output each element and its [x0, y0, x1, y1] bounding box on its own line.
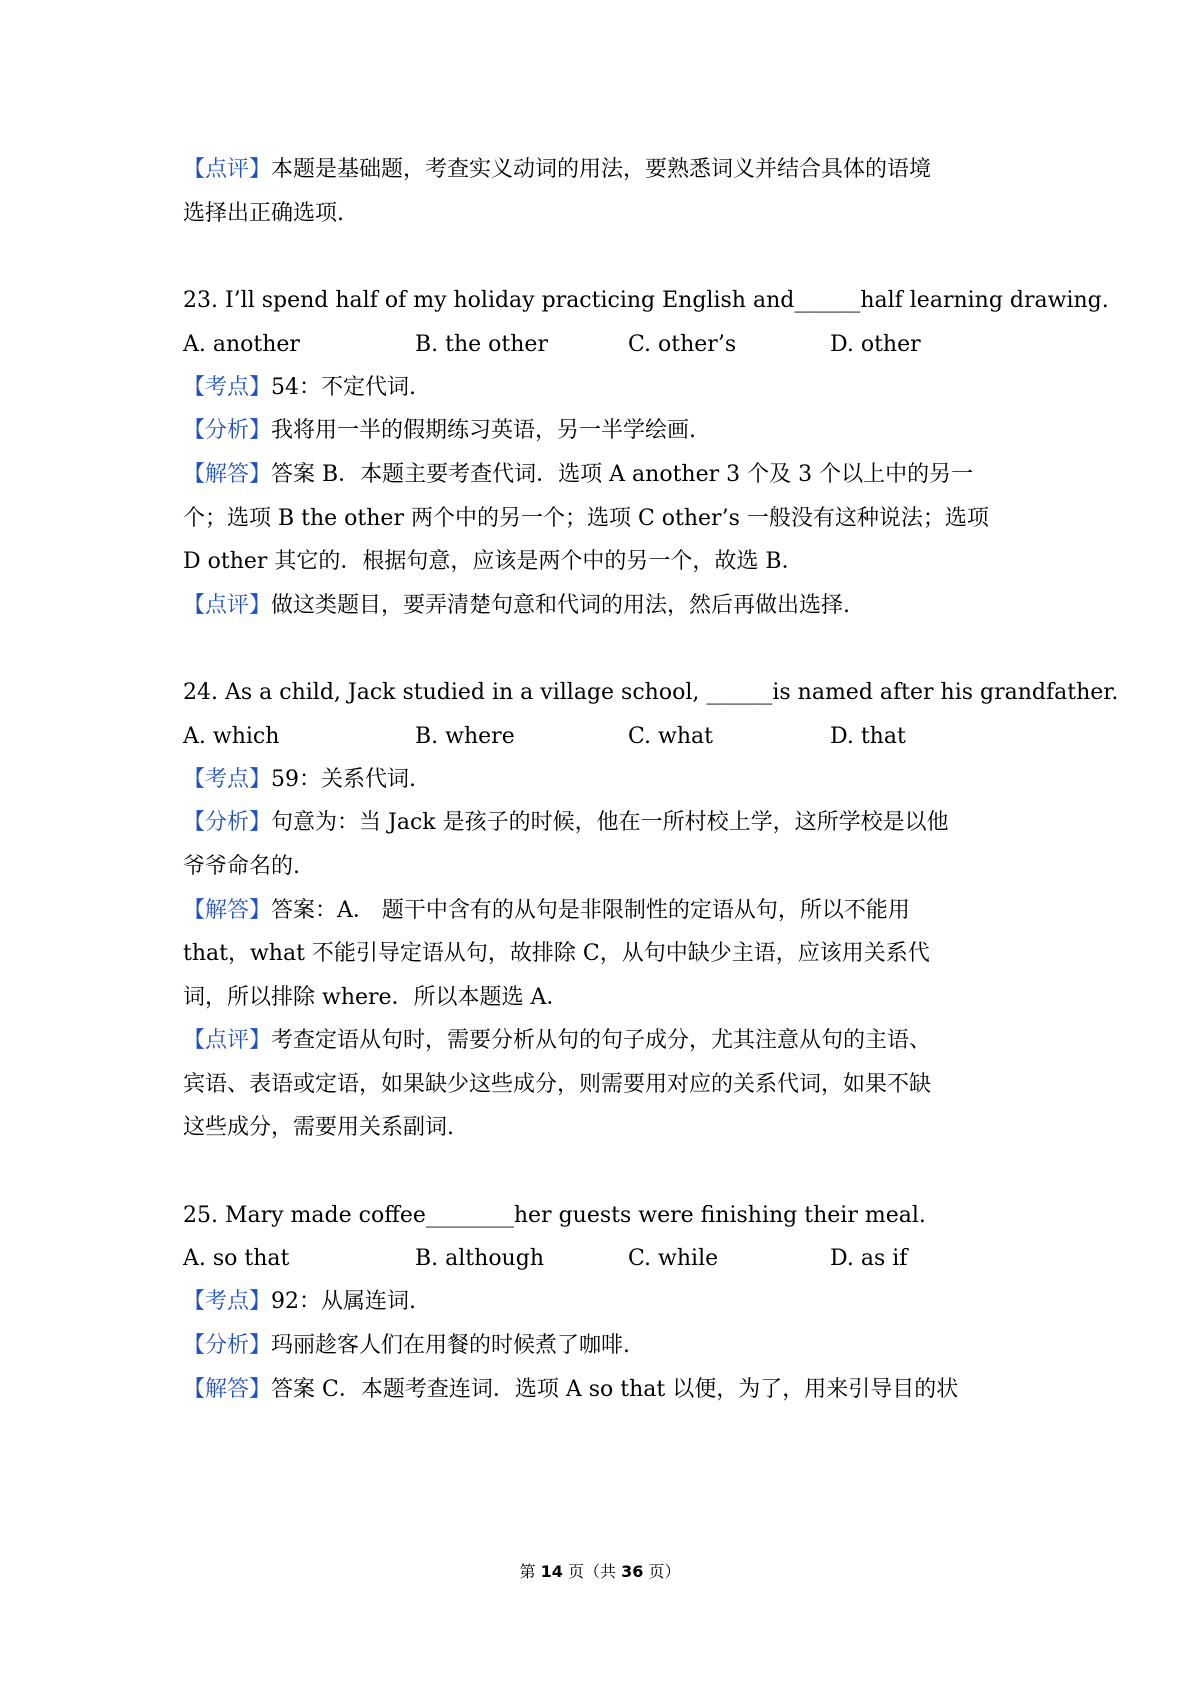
q24-option-d: D. that	[830, 724, 906, 749]
prev-comment-line-2	[183, 199, 344, 229]
q25-analysis	[183, 1331, 630, 1361]
q23-answer-text-1: 答案 B．本题主要考查代词．选项 A another 3 个及 3 个以上中的另一	[271, 462, 974, 487]
answer-tag: 【解答】	[183, 462, 272, 487]
q24-answer-line-2: that，what 不能引导定语从句，故排除 C，从句中缺少主语，应该用关系代	[183, 941, 930, 966]
analysis-tag: 【分析】	[183, 810, 272, 835]
q24-analysis-line-1	[183, 808, 949, 838]
q23-point	[183, 373, 416, 403]
q23-option-c: C. other’s	[628, 332, 737, 357]
q24-option-a: A. which	[183, 724, 280, 749]
q24-options	[183, 722, 1028, 752]
q25-answer-line-1	[183, 1375, 958, 1405]
q25-option-c: C. while	[628, 1246, 719, 1271]
comment-tag: 【点评】	[183, 1028, 272, 1053]
answer-tag: 【解答】	[183, 1377, 272, 1402]
q25-options	[183, 1244, 1028, 1274]
analysis-tag: 【分析】	[183, 418, 272, 443]
q23-option-a: A. another	[183, 332, 300, 357]
point-tag: 【考点】	[183, 375, 272, 400]
prev-comment-text-2: 选择出正确选项.	[183, 201, 344, 226]
q24-answer-line-1	[183, 896, 910, 926]
footer-page-number: 14	[540, 1562, 563, 1581]
point-tag: 【考点】	[183, 767, 272, 792]
q25-point-text: 92：从属连词.	[271, 1289, 417, 1314]
prev-comment-line-1	[183, 155, 931, 185]
q25-answer-text-1: 答案 C．本题考查连词．选项 A so that 以便，为了，用来引导目的状	[271, 1377, 959, 1402]
q23-analysis-text: 我将用一半的假期练习英语，另一半学绘画.	[271, 418, 697, 443]
comment-tag: 【点评】	[183, 593, 272, 618]
q25-option-d: D. as if	[830, 1246, 908, 1271]
q24-stem: 24. As a child, Jack studied in a village school, ______is named after his grandfather.	[183, 680, 1119, 705]
comment-tag: 【点评】	[183, 157, 272, 182]
footer-suffix: 页）	[643, 1562, 681, 1581]
q24-option-c: C. what	[628, 724, 713, 749]
q24-comment-line-1	[183, 1026, 931, 1056]
q24-comment-line-3: 这些成分，需要用关系副词.	[183, 1115, 454, 1140]
q23-answer-line-1	[183, 460, 973, 490]
q23-options	[183, 330, 1028, 360]
q24-analysis-text-1: 句意为：当 Jack 是孩子的时候，他在一所村校上学，这所学校是以他	[271, 810, 949, 835]
footer-total-pages: 36	[621, 1562, 644, 1581]
q23-option-b: B. the other	[415, 332, 548, 357]
q23-comment	[183, 591, 850, 621]
answer-tag: 【解答】	[183, 898, 272, 923]
q24-point	[183, 765, 416, 795]
q24-answer-line-3: 词，所以排除 where．所以本题选 A．	[183, 985, 569, 1010]
q25-analysis-text: 玛丽趁客人们在用餐的时候煮了咖啡.	[271, 1333, 631, 1358]
q23-point-text: 54：不定代词.	[271, 375, 417, 400]
q24-point-text: 59：关系代词.	[271, 767, 417, 792]
q23-comment-text: 做这类题目，要弄清楚句意和代词的用法，然后再做出选择.	[271, 593, 851, 618]
q24-answer-text-1: 答案：A． 题干中含有的从句是非限制性的定语从句，所以不能用	[271, 898, 910, 923]
q25-stem: 25. Mary made coffee________her guests were finishing their meal.	[183, 1203, 926, 1228]
q23-option-d: D. other	[830, 332, 921, 357]
q24-analysis-line-2: 爷爷命名的.	[183, 854, 300, 879]
point-tag: 【考点】	[183, 1289, 272, 1314]
analysis-tag: 【分析】	[183, 1333, 272, 1358]
page-footer	[0, 1560, 1200, 1584]
q25-option-a: A. so that	[183, 1246, 290, 1271]
q24-comment-line-2: 宾语、表语或定语，如果缺少这些成分，则需要用对应的关系代词，如果不缺	[183, 1072, 932, 1097]
q23-stem: 23. I’ll spend half of my holiday practicing English and______half learning drawing.	[183, 288, 1109, 313]
prev-comment-text-1: 本题是基础题，考查实义动词的用法，要熟悉词义并结合具体的语境	[271, 157, 932, 182]
q23-answer-line-2: 个；选项 B the other 两个中的另一个；选项 C other’s 一般没有这种说法；选项	[183, 506, 989, 531]
q24-comment-text-1: 考查定语从句时，需要分析从句的句子成分，尤其注意从句的主语、	[271, 1028, 932, 1053]
q24-option-b: B. where	[415, 724, 515, 749]
q25-option-b: B. although	[415, 1246, 544, 1271]
q23-analysis	[183, 416, 696, 446]
q23-answer-line-3: D other 其它的．根据句意，应该是两个中的另一个，故选 B．	[183, 549, 804, 574]
q25-point	[183, 1287, 416, 1317]
footer-prefix: 第	[519, 1562, 541, 1581]
footer-middle: 页（共	[562, 1562, 622, 1581]
